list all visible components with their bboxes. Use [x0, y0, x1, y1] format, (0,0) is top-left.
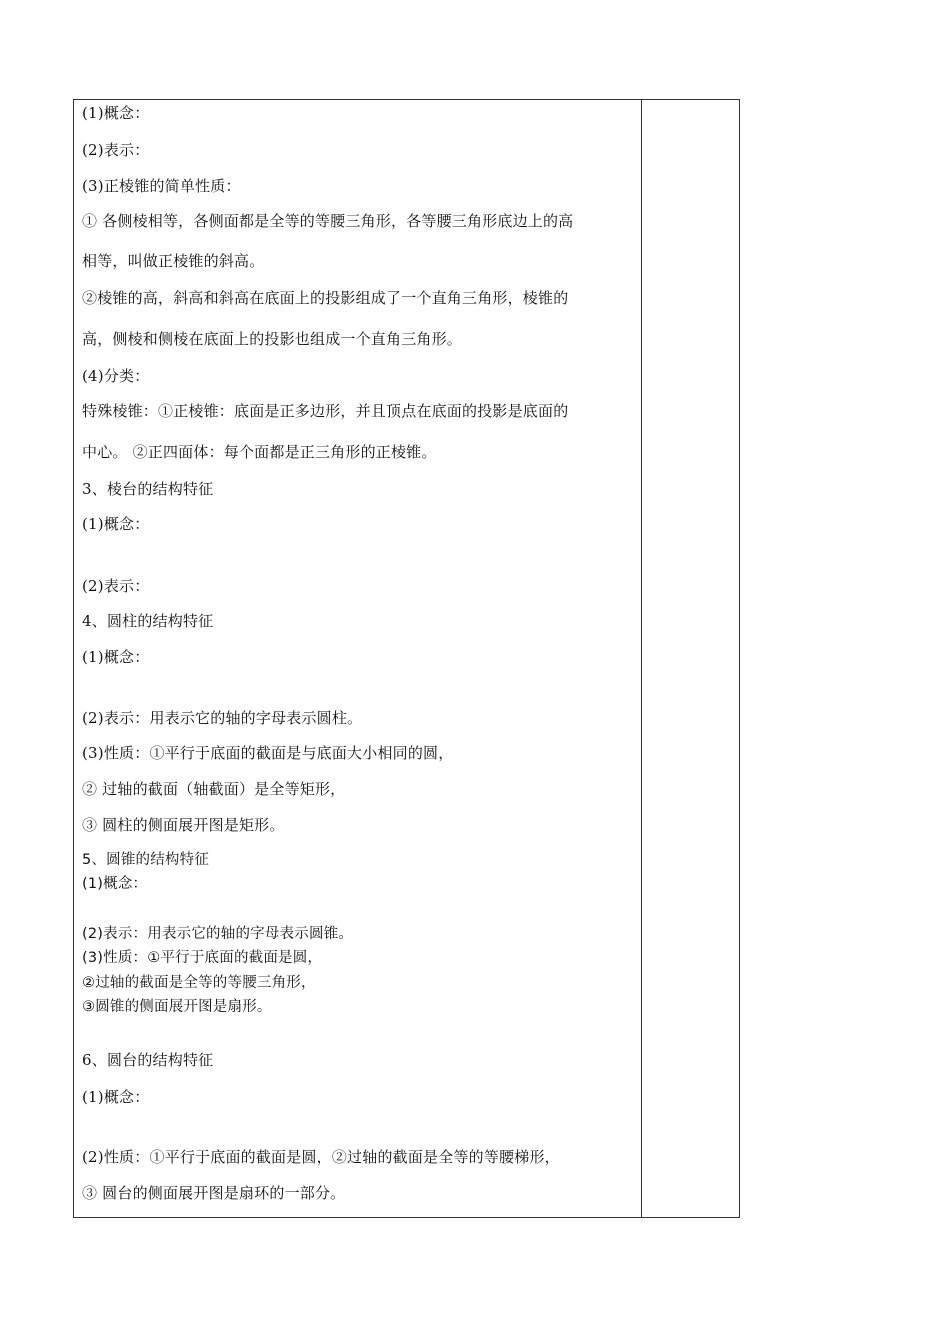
text-line: ① 各侧棱相等，各侧面都是全等的等腰三角形，各等腰三角形底边上的高 [82, 212, 574, 230]
main-cell [74, 100, 641, 1217]
section-heading: 6、圆台的结构特征 [82, 1051, 214, 1069]
text-line: ③ 圆台的侧面展开图是扇环的一部分。 [82, 1184, 346, 1202]
text-line: (3)性质：①平行于底面的截面是与底面大小相同的圆， [82, 744, 454, 762]
text-line: (4)分类： [82, 367, 150, 385]
section-heading: 4、圆柱的结构特征 [82, 612, 214, 630]
text-line: (3)性质：①平行于底面的截面是圆， [82, 950, 323, 966]
text-line: ③ 圆柱的侧面展开图是矩形。 [82, 816, 285, 834]
content-table [73, 99, 740, 1218]
text-line: (2)表示：用表示它的轴的字母表示圆锥。 [82, 926, 354, 942]
text-line: 特殊棱锥：①正棱锥：底面是正多边形，并且顶点在底面的投影是底面的 [82, 402, 569, 420]
text-line: ③圆锥的侧面展开图是扇形。 [82, 999, 272, 1015]
text-line: (1)概念： [82, 104, 150, 122]
text-line: 中心。 ②正四面体：每个面都是正三角形的正棱锥。 [82, 443, 437, 461]
text-line: (3)正棱锥的简单性质： [82, 177, 241, 195]
section-heading: 3、棱台的结构特征 [82, 480, 214, 498]
text-line: (1)概念： [82, 515, 150, 533]
text-line: (2)表示：用表示它的轴的字母表示圆柱。 [82, 709, 363, 727]
text-line: (1)概念： [82, 876, 148, 892]
text-line: (2)表示： [82, 141, 150, 159]
column-divider [641, 100, 642, 1217]
text-line: (2)表示： [82, 577, 150, 595]
text-line: (1)概念： [82, 1088, 150, 1106]
text-line: ②过轴的截面是全等的等腰三角形， [82, 975, 316, 991]
text-line: (1)概念： [82, 648, 150, 666]
text-line: (2)性质：①平行于底面的截面是圆，②过轴的截面是全等的等腰梯形， [82, 1148, 560, 1166]
text-line: ② 过轴的截面（轴截面）是全等矩形， [82, 780, 346, 798]
section-heading: 5、圆锥的结构特征 [82, 852, 210, 868]
text-line: 相等，叫做正棱锥的斜高。 [82, 252, 265, 270]
text-line: 高，侧棱和侧棱在底面上的投影也组成一个直角三角形。 [82, 330, 463, 348]
text-line: ②棱锥的高，斜高和斜高在底面上的投影组成了一个直角三角形，棱锥的 [82, 289, 569, 307]
